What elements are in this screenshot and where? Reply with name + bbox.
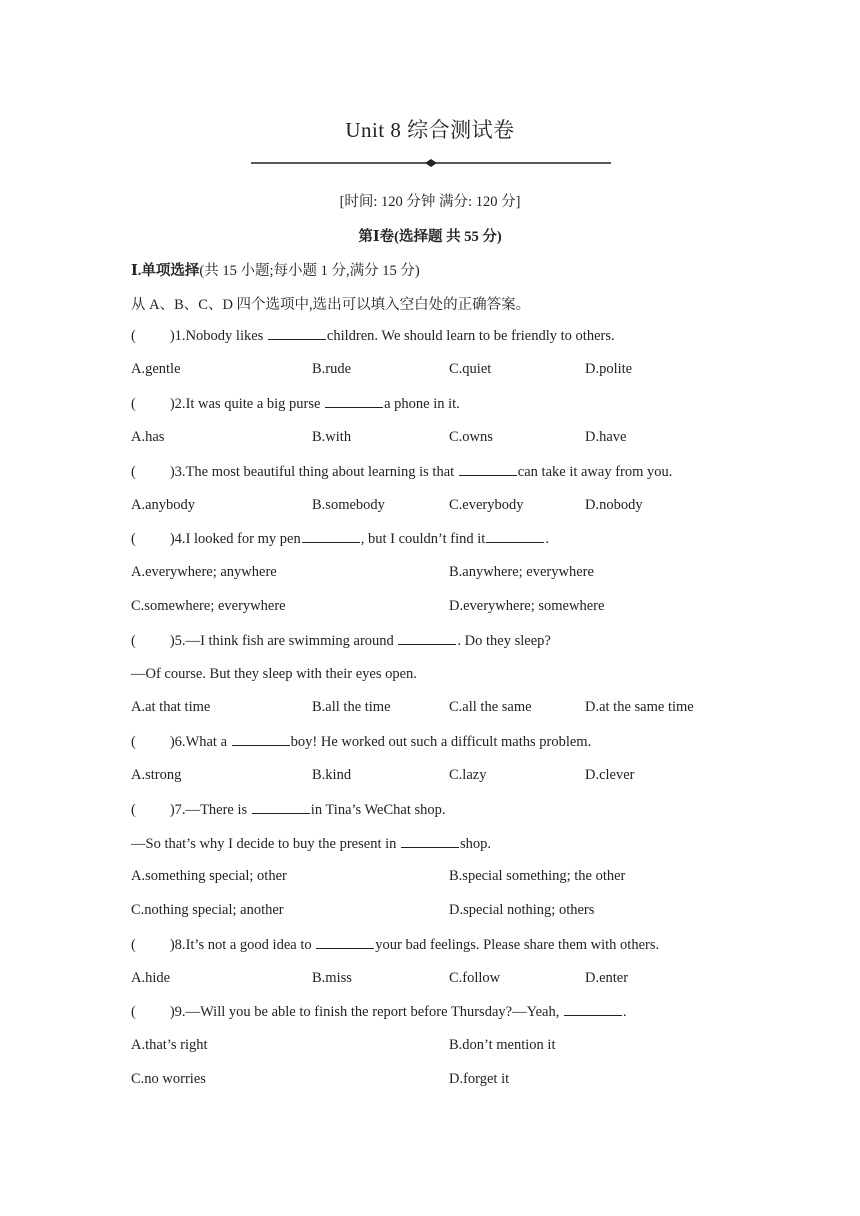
question-5-line-2: —Of course. But they sleep with their eyes open.	[131, 666, 417, 682]
answer-blank	[398, 632, 456, 645]
option-b: B.rude	[312, 361, 352, 377]
question-1: ( )1.Nobody likes children. We should learn to be friendly to others.	[131, 328, 615, 344]
option-a: A.something special; other	[131, 868, 287, 884]
option-c: C.no worries	[131, 1071, 206, 1087]
question-8: ( )8.It’s not a good idea to your bad feelings. Please share them with others.	[131, 937, 660, 953]
option-a: A.everywhere; anywhere	[131, 564, 277, 580]
section-heading-rest: (共 15 小题;每小题 1 分,满分 15 分)	[199, 263, 420, 279]
option-d: D.clever	[585, 767, 635, 783]
option-c: C.owns	[449, 429, 493, 445]
option-d: D.special nothing; others	[449, 902, 595, 918]
option-d: D.nobody	[585, 497, 643, 513]
answer-blank	[232, 733, 290, 746]
answer-blank	[316, 936, 374, 949]
section-heading-bold: Ⅰ.单项选择	[131, 263, 200, 279]
option-c: C.follow	[449, 970, 501, 986]
option-b: B.anywhere; everywhere	[449, 564, 594, 580]
option-c: C.everybody	[449, 497, 524, 513]
option-b: B.somebody	[312, 497, 385, 513]
answer-blank	[302, 530, 360, 543]
option-a: A.that’s right	[131, 1037, 208, 1053]
option-d: D.at the same time	[585, 699, 694, 715]
answer-blank	[459, 463, 517, 476]
option-d: D.polite	[585, 361, 633, 377]
section-instruction: 从 A、B、C、D 四个选项中,选出可以填入空白处的正确答案。	[131, 297, 531, 313]
question-4: ( )4.I looked for my pen , but I couldn’t find it .	[131, 531, 549, 547]
title-divider	[251, 156, 611, 170]
option-a: A.at that time	[131, 699, 211, 715]
option-a: A.hide	[131, 970, 171, 986]
option-d: D.enter	[585, 970, 629, 986]
section-heading	[131, 259, 420, 280]
answer-blank	[486, 530, 544, 543]
option-a: A.strong	[131, 767, 182, 783]
option-b: B.kind	[312, 767, 352, 783]
option-b: B.special something; the other	[449, 868, 626, 884]
option-b: B.with	[312, 429, 352, 445]
option-a: A.has	[131, 429, 165, 445]
option-c: C.nothing special; another	[131, 902, 284, 918]
option-a: A.gentle	[131, 361, 181, 377]
volume-heading: 第Ⅰ卷(选择题 共 55 分)	[358, 229, 502, 245]
answer-blank	[268, 327, 326, 340]
question-5: ( )5.—I think fish are swimming around . Do they sleep?	[131, 633, 551, 649]
question-9: ( )9.—Will you be able to finish the report before Thursday?—Yeah, .	[131, 1004, 627, 1020]
option-c: C.all the same	[449, 699, 532, 715]
question-6: ( )6.What a boy! He worked out such a difficult maths problem.	[131, 734, 592, 750]
option-d: D.forget it	[449, 1071, 510, 1087]
question-2: ( )2.It was quite a big purse a phone in it.	[131, 396, 460, 412]
question-3: ( )3.The most beautiful thing about learning is that can take it away from you.	[131, 464, 673, 480]
question-7: ( )7.—There is in Tina’s WeChat shop.	[131, 802, 446, 818]
question-7-line-2: —So that’s why I decide to buy the present in shop.	[131, 836, 492, 852]
answer-blank	[401, 835, 459, 848]
option-d: D.everywhere; somewhere	[449, 598, 605, 614]
option-c: C.somewhere; everywhere	[131, 598, 286, 614]
answer-blank	[325, 395, 383, 408]
page-title: Unit 8 综合测试卷	[345, 118, 515, 142]
option-b: B.miss	[312, 970, 352, 986]
answer-blank	[252, 801, 310, 814]
option-c: C.quiet	[449, 361, 492, 377]
option-d: D.have	[585, 429, 627, 445]
time-info: [时间: 120 分钟 满分: 120 分]	[339, 194, 521, 210]
option-b: B.don’t mention it	[449, 1037, 556, 1053]
option-b: B.all the time	[312, 699, 391, 715]
option-c: C.lazy	[449, 767, 487, 783]
answer-blank	[564, 1003, 622, 1016]
option-a: A.anybody	[131, 497, 196, 513]
